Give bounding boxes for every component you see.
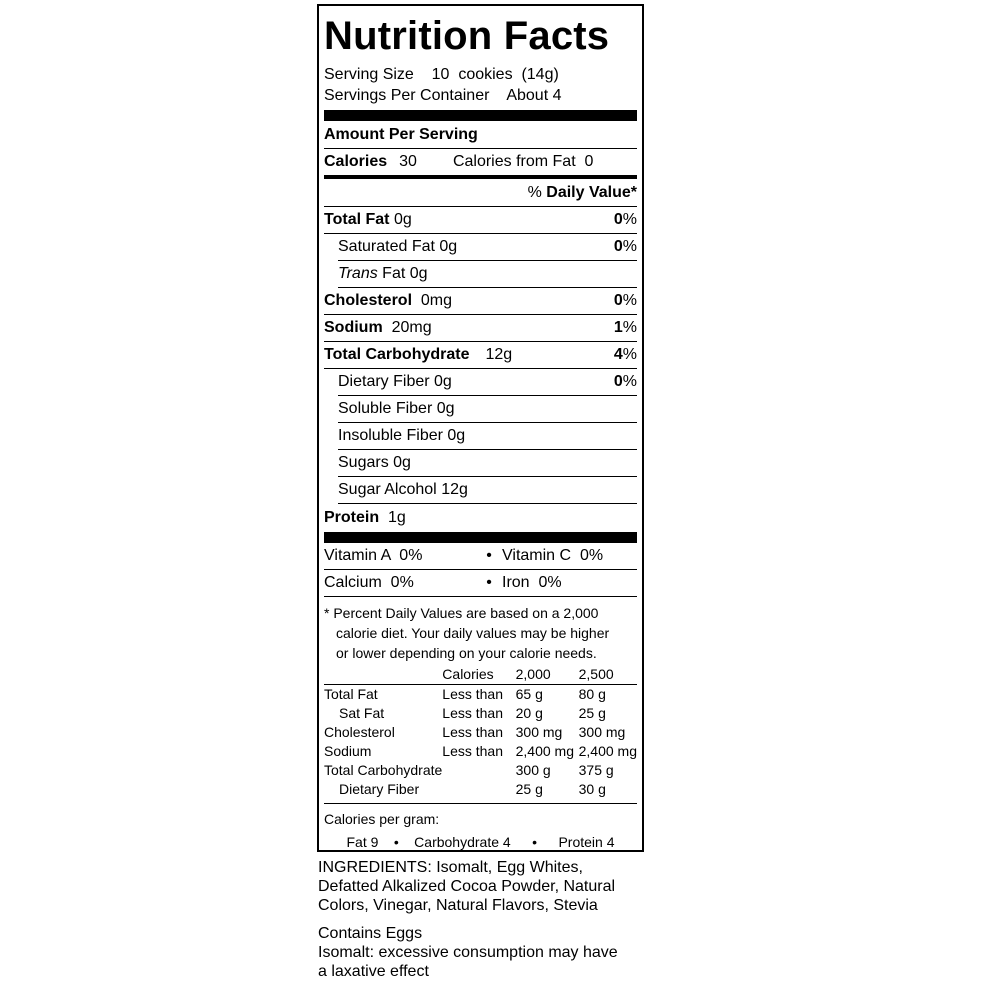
dv-cell: 375 g (578, 762, 614, 778)
daily-value-prefix: % (527, 183, 547, 201)
dv-cell: 25 g (515, 781, 543, 797)
warning-line: a laxative effect (318, 963, 429, 980)
dv-table-row (324, 761, 637, 780)
calcium: Calcium 0% (324, 574, 414, 591)
nutrient-amount: 0g (393, 211, 412, 228)
percent-sign: % (622, 346, 637, 363)
calories-per-gram (324, 803, 637, 853)
bullet: • (532, 834, 538, 850)
nutrition-facts-label (317, 4, 644, 852)
daily-value-reference-table (324, 665, 637, 799)
dv-cell: Less than (442, 743, 504, 759)
dv-cell: 300 mg (578, 724, 626, 740)
nutrient-row-insoluble-fiber (338, 423, 637, 450)
iron: Iron 0% (502, 574, 562, 591)
dv-cell (442, 761, 515, 780)
vitamin-a: Vitamin A 0% (324, 547, 423, 564)
nutrient-row-soluble-fiber (338, 396, 637, 423)
bullet: • (486, 547, 492, 564)
dv-table-row (324, 742, 637, 761)
calories-row (324, 149, 637, 179)
percent-sign: % (622, 211, 637, 228)
dv-header-cell: Calories (442, 666, 494, 682)
percent-sign: % (622, 319, 637, 336)
dv-table-row (324, 704, 637, 723)
dv-header-cell: 2,500 (578, 666, 614, 682)
dv-table-row (324, 723, 637, 742)
footnote-line: or lower depending on your calorie needs. (336, 645, 597, 661)
nutrient-row-trans-fat (338, 261, 637, 288)
nutrient-row-total-fat (324, 207, 637, 234)
servings-per-container-value: About 4 (506, 87, 562, 104)
dv-cell: 25 g (578, 705, 606, 721)
dv-cell: 300 mg (515, 724, 563, 740)
cpg-fat: Fat 9 (346, 834, 379, 850)
dv-cell: Less than (442, 724, 504, 740)
nutrient-amount: 0g (393, 454, 411, 471)
ingredients-line: INGREDIENTS: Isomalt, Egg Whites, (318, 859, 583, 876)
nutrient-pct: 0 (613, 211, 623, 228)
nutrient-amount: 0mg (420, 292, 453, 309)
nutrient-pct: 0 (613, 373, 623, 390)
dv-cell: Sat Fat (339, 705, 385, 721)
daily-value-header (324, 179, 637, 207)
dv-table-row (324, 685, 637, 705)
calories-from-fat: Calories from Fat 0 (452, 153, 594, 170)
footnote (324, 597, 637, 853)
thick-divider (324, 532, 637, 543)
dv-cell: Total Fat (324, 686, 378, 702)
nutrient-row-saturated-fat (338, 234, 637, 261)
nutrient-row-cholesterol (324, 288, 637, 315)
nutrient-name: Soluble Fiber (338, 400, 433, 417)
nutrient-amount: 1g (388, 509, 406, 526)
nutrient-amount: 12g (441, 481, 468, 498)
nutrient-name: Dietary Fiber (338, 373, 430, 390)
nutrient-row-sugar-alcohol (338, 477, 637, 504)
dv-cell: 2,400 mg (578, 743, 637, 759)
dv-table-header (324, 665, 637, 685)
calories-per-gram-items (324, 832, 637, 853)
nutrient-row-dietary-fiber (338, 369, 637, 396)
amount-per-serving: Amount Per Serving (324, 121, 637, 149)
bullet: • (393, 834, 399, 850)
dv-cell: 300 g (515, 762, 551, 778)
cpg-protein: Protein 4 (558, 834, 615, 850)
cpg-carbohydrate: Carbohydrate 4 (414, 834, 511, 850)
nutrient-pct: 1 (613, 319, 623, 336)
calories-per-gram-label: Calories per gram: (324, 811, 440, 827)
nutrient-name: Insoluble Fiber (338, 427, 443, 444)
footnote-line: calorie diet. Your daily values may be higher (336, 625, 610, 641)
dv-cell: Total Carbohydrate (324, 762, 443, 778)
nutrient-name: Sodium (324, 319, 383, 336)
dv-cell: Dietary Fiber (339, 781, 420, 797)
dv-cell: 20 g (515, 705, 543, 721)
nutrient-name: Sugars (338, 454, 389, 471)
nutrient-amount: 0g (436, 400, 455, 417)
nutrient-name: Protein (324, 509, 380, 526)
ingredients-section (318, 858, 658, 981)
dv-cell: Cholesterol (324, 724, 395, 740)
nutrient-name: Total Carbohydrate (324, 346, 470, 363)
label-title: Nutrition Facts (324, 14, 610, 58)
nutrient-name: Sugar Alcohol (338, 481, 437, 498)
vitamin-row (324, 543, 637, 570)
contains-line: Contains Eggs (318, 925, 423, 942)
dv-cell: 80 g (578, 686, 606, 702)
nutrient-row-protein (324, 504, 637, 532)
nutrient-amount: 20mg (391, 319, 432, 336)
percent-sign: % (622, 238, 637, 255)
servings-per-container-line (324, 85, 637, 106)
warning-line: Isomalt: excessive consumption may have (318, 944, 618, 961)
nutrient-name-suffix: Fat (382, 265, 406, 282)
mineral-row (324, 570, 637, 597)
calories-value: 30 (399, 153, 417, 170)
dv-cell: Less than (442, 705, 504, 721)
nutrient-row-sodium (324, 315, 637, 342)
nutrient-amount: 0g (409, 265, 428, 282)
nutrient-name: Cholesterol (324, 292, 413, 309)
nutrient-name: Total Fat (324, 211, 390, 228)
ingredients-line: Defatted Alkalized Cocoa Powder, Natural (318, 878, 616, 895)
nutrient-amount: 12g (485, 346, 513, 363)
nutrient-name: Saturated Fat (338, 238, 435, 255)
serving-size-value: 10 cookies (14g) (431, 66, 559, 83)
dv-cell: Sodium (324, 743, 372, 759)
bullet: • (486, 574, 492, 591)
dv-cell: 65 g (515, 686, 543, 702)
footnote-line: * Percent Daily Values are based on a 2,000 (324, 605, 599, 621)
servings-per-container-label: Servings Per Container (324, 87, 490, 104)
nutrient-amount: 0g (439, 238, 458, 255)
nutrient-amount: 0g (434, 373, 452, 390)
dv-table-row (324, 780, 637, 799)
thick-divider (324, 110, 637, 121)
serving-size-line (324, 64, 637, 85)
percent-sign: % (622, 373, 637, 390)
nutrient-pct: 0 (613, 238, 623, 255)
ingredients-line: Colors, Vinegar, Natural Flavors, Stevia (318, 897, 598, 914)
serving-size-label: Serving Size (324, 66, 414, 83)
calories-label: Calories (324, 153, 388, 170)
dv-cell: 30 g (578, 781, 606, 797)
daily-value-label: Daily Value* (546, 183, 637, 201)
nutrient-pct: 4 (613, 346, 623, 363)
nutrient-row-sugars (338, 450, 637, 477)
dv-cell (442, 780, 515, 799)
nutrient-pct: 0 (613, 292, 623, 309)
nutrient-name: Trans (338, 265, 378, 282)
dv-cell: Less than (442, 686, 504, 702)
dv-cell: 2,400 mg (515, 743, 574, 759)
nutrient-row-total-carbohydrate (324, 342, 637, 369)
percent-sign: % (622, 292, 637, 309)
vitamin-c: Vitamin C 0% (502, 547, 604, 564)
nutrient-amount: 0g (447, 427, 466, 444)
dv-header-cell: 2,000 (515, 666, 551, 682)
